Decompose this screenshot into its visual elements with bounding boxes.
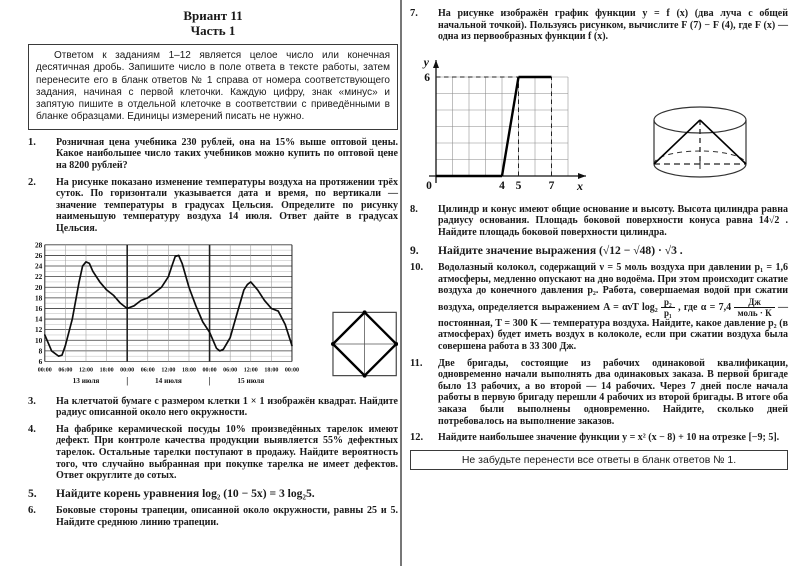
task-12-number: 12. [410,432,424,444]
task-5 [28,487,398,501]
fraction-j-molk: $\frac{Дж}{\text{моль · К}}$ [734,297,774,318]
svg-text:7: 7 [548,179,555,192]
task-9-number: 9. [410,243,419,257]
task-6-text: Боковые стороны трапеции, описанной около окружности, равны 25 и 5. Найдите среднюю линию трапеции. [56,505,398,528]
svg-text:00:00: 00:00 [37,366,52,373]
svg-text:18:00: 18:00 [99,366,114,373]
svg-text:00:00: 00:00 [284,366,299,373]
task-10-text [438,262,788,353]
temperature-chart [28,240,309,392]
svg-text:4: 4 [499,179,505,192]
task-11-text: Две бригады, состоящие из рабочих одинаковой квалификации, одновременно начали выполнять два одинаковых заказа. В первой бригаде было 13 рабочих, а во второй — 14 рабочих. Через 7 дней после начала работы в первую бригаду перешли 4 рабочих из второй бригады. В итоге оба заказа были выполнены одновременно. Найдите, сколько дней потребовалось на выполнение заказов. [438,357,788,427]
svg-text:8: 8 [38,345,43,355]
svg-text:12: 12 [35,324,43,334]
task-7-text: На рисунке изображён график функции y = f (x) (два луча с общей начальной точкой). Пользуясь рисунком, вычислите F (7) − F (4), где F (x) — одна из первообразных функции f (x). [438,8,788,43]
task-7 [410,8,788,43]
task-4-text: На фабрике керамической посуды 10% произведённых тарелок имеют дефект. При контроле качества продукции выявляется 55% дефектных тарелок. Остальные тарелки поступают в продажу. Найдите вероятность того, что случайно выбранная при покупке тарелка не имеет дефектов. Ответ округлите до сотых. [56,423,398,482]
task-2-number: 2. [28,176,36,188]
svg-text:28: 28 [35,239,43,249]
task-3-text: На клетчатой бумаге с размером клетки 1 × 1 изображён квадрат. Найдите радиус описанной около него окружности. [56,395,398,419]
task-4-number: 4. [28,423,36,435]
svg-text:12:00: 12:00 [243,366,258,373]
svg-text:00:00: 00:00 [202,366,217,373]
instructions-text: Ответом к заданиям 1–12 является целое число или конечная десятичная дробь. Запишите число в поле ответа в тексте работы, затем перенесите его в бланк ответов № 1 справа от номера соответствующего задания, начиная с первой клеточки. Каждую цифру, знак «минус» и запятую пишите в отдельной клеточке в соответствии с приведёнными в бланке образцами. Единицы измерений писать не нужно. [36,50,390,123]
svg-text:06:00: 06:00 [58,366,73,373]
svg-text:0: 0 [426,179,432,192]
svg-text:15 июля: 15 июля [237,375,265,385]
svg-text:10: 10 [35,335,43,345]
task-7-number: 7. [410,8,418,19]
svg-text:5: 5 [515,179,522,192]
svg-text:16: 16 [35,303,43,313]
task-2 [28,177,398,235]
svg-text:6: 6 [38,356,43,366]
svg-text:18:00: 18:00 [181,366,197,373]
task-10-text-after: T = 300 К — температура воздуха. Найдите, какое давление p₂ (в атмосферах) будет иметь воздух в колоколе, если при сжатии воздуха была совершена работа в 33 300 Дж. [438,317,789,353]
task-1-number: 1. [28,136,36,148]
task-12 [410,432,788,444]
left-column [28,8,398,533]
svg-text:06:00: 06:00 [140,366,155,373]
part-title: Часть 1 [190,23,236,38]
task-9-text: Найдите значение выражения (√12 − √48) · √3 . [438,243,683,257]
transfer-answers-note [410,450,788,470]
left-figures-row [28,240,398,392]
task-5-number: 5. [28,486,37,500]
svg-text:|: | [126,375,129,386]
task-9 [410,244,788,258]
svg-text:14: 14 [35,314,43,324]
task-3-number: 3. [28,395,36,407]
svg-text:24: 24 [35,261,43,271]
grid-square-figure [331,310,398,378]
footer-text: Не забудьте перенести все ответы в бланк ответов № 1. [461,453,737,466]
svg-text:|: | [208,375,211,386]
svg-text:20: 20 [35,282,43,292]
svg-text:14 июля: 14 июля [155,375,182,385]
task-5-text: Найдите корень уравнения log₂ (10 − 5x) = 3 log₂5. [56,486,315,500]
cylinder-cone-figure [632,96,768,190]
task-1 [28,137,398,172]
task-4 [28,424,398,482]
task-10-text-before: Водолазный колокол, содержащий ν = 5 моль воздуха при давлении p₁ = 1,6 атмосферы, медленно опускают на дно водоёма. При этом происходит сжатие воздуха до конечного давления p₂. Работа, совершаемая водой при сжатии воздуха, определяется выражением [438,262,788,313]
svg-text:18: 18 [35,292,43,302]
task-8 [410,204,788,239]
svg-text:26: 26 [35,250,43,260]
svg-text:22: 22 [35,271,43,281]
task-2-text: На рисунке показано изменение температуры воздуха на протяжении трёх суток. По горизонтали указывается дата и время, по вертикали — значение температуры в градусах Цельсия. Определите по рисунку наименьшую температуру воздуха 14 июля. Ответ дайте в градусах Цельсия. [56,176,398,234]
task-8-text: Цилиндр и конус имеют общие основание и высоту. Высота цилиндра равна радиусу основания. Площадь боковой поверхности конуса равна 14√2 . Найдите площадь боковой поверхности цилиндра. [438,203,788,238]
task-8-number: 8. [410,203,418,215]
svg-text:y: y [423,54,429,69]
variant-title: Вриант 11 [183,8,243,23]
svg-text:6: 6 [424,71,430,84]
task-6-number: 6. [28,505,36,517]
page-title [28,8,398,38]
svg-text:13 июля: 13 июля [72,375,100,385]
column-divider [400,0,402,566]
task-10 [410,262,788,353]
svg-text:x: x [577,178,583,193]
task-11 [410,358,788,428]
task-3 [28,396,398,419]
task-12-text: Найдите наибольшее значение функции y = x² (x − 8) + 10 на отрезке [−9; 5]. [438,432,780,444]
svg-text:12:00: 12:00 [161,366,176,373]
task-10-formula: A = ανT log₂ $\frac{\text{p₂}}{\text{p₁}}$ , где α = 7,4 $\frac{Дж}{\text{моль · К}}$ — постоянная, [438,296,789,329]
function-graph [410,48,606,198]
svg-text:00:00: 00:00 [120,366,135,373]
svg-text:06:00: 06:00 [223,366,238,373]
task-10-number: 10. [410,262,424,274]
task-1-text: Розничная цена учебника 230 рублей, она на 15% выше оптовой цены. Какое наибольшее число таких учебников можно купить по оптовой цене на 8200 рублей? [56,136,398,171]
right-column [410,8,788,470]
svg-text:12:00: 12:00 [78,366,94,373]
instructions-box [28,44,398,130]
svg-text:18:00: 18:00 [264,366,279,373]
right-figures-row [410,48,788,198]
task-11-number: 11. [410,357,423,369]
task-6 [28,505,398,528]
fraction-p2-p1: $\frac{\text{p₂}}{\text{p₁}}$ [661,297,675,318]
